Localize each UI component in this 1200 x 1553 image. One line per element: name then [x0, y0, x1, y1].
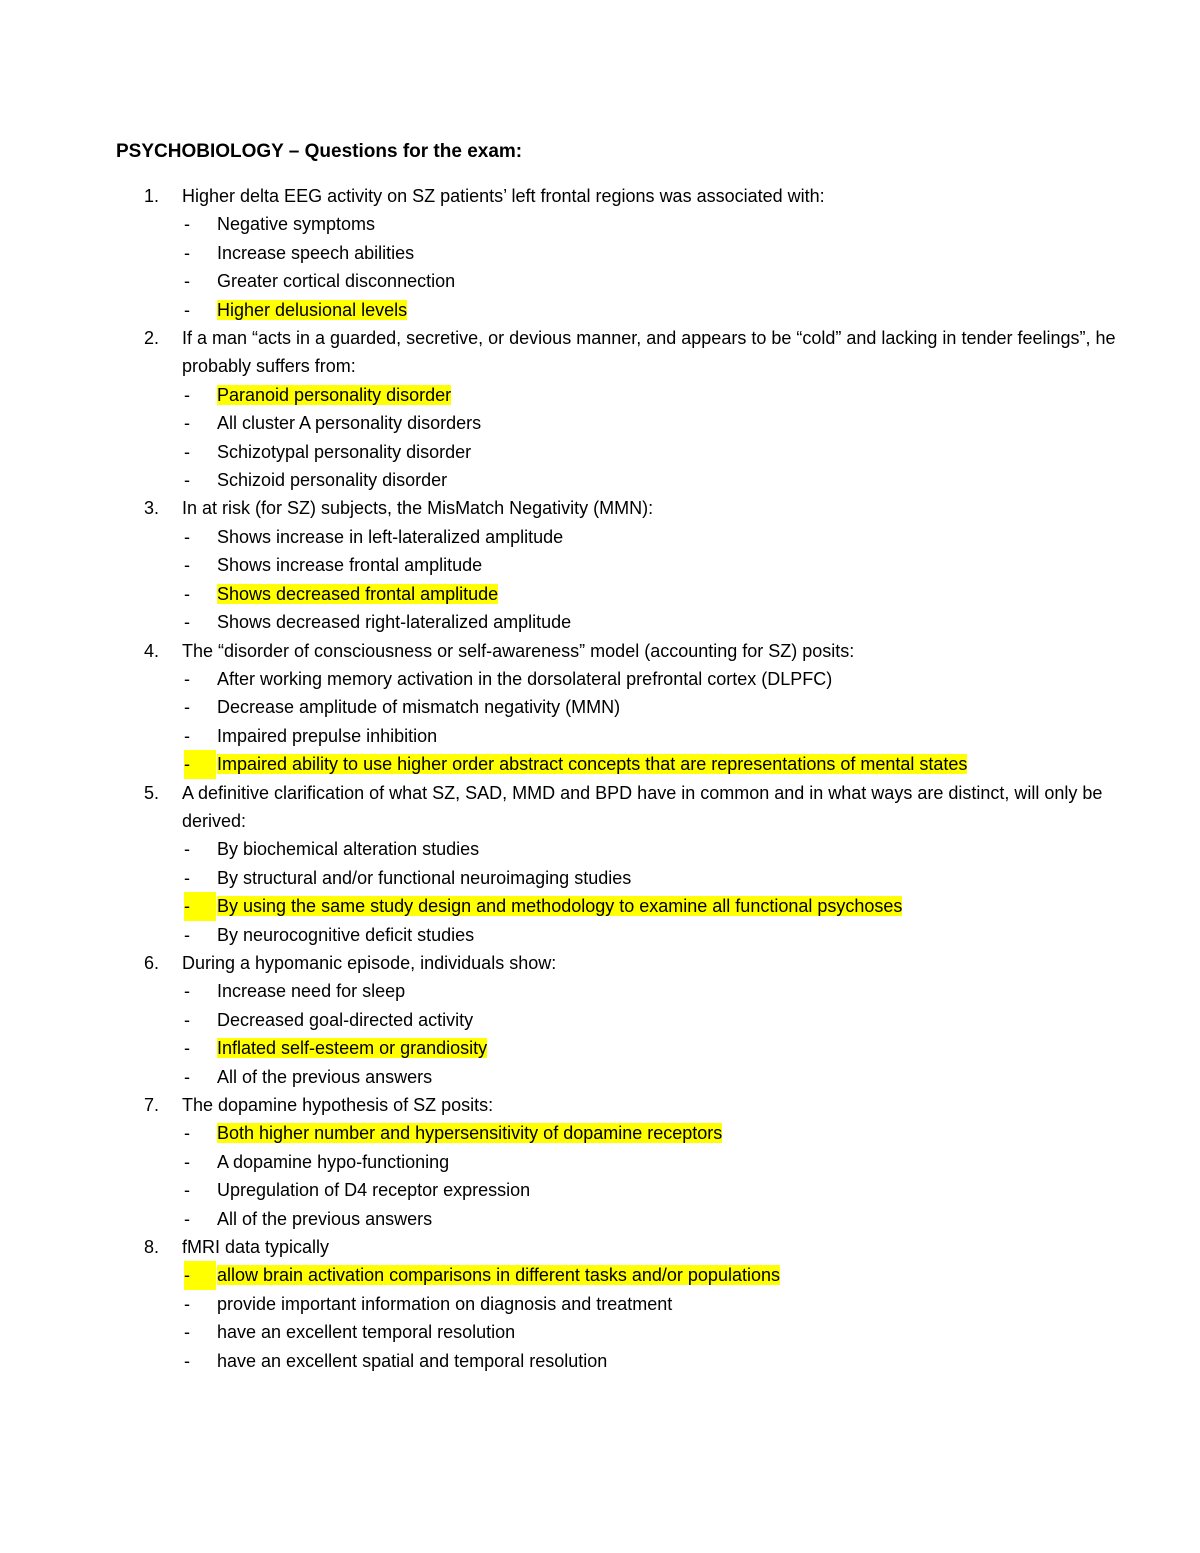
question-8: [116, 1233, 1116, 1261]
answer-option: [116, 409, 1116, 437]
answer-option: [116, 608, 1116, 636]
option-text: Shows increase in left-lateralized amplitude: [217, 526, 564, 547]
answer-option: [116, 1290, 1116, 1318]
answer-option: [116, 1261, 1116, 1289]
answer-option: [116, 1119, 1116, 1147]
option-text: All of the previous answers: [217, 1208, 433, 1229]
bullet-dash: -: [184, 1261, 216, 1289]
bullet-dash: -: [184, 271, 190, 292]
answer-option: [116, 551, 1116, 579]
option-text: Shows decreased right-lateralized amplitude: [217, 612, 572, 633]
option-text: Greater cortical disconnection: [217, 271, 456, 292]
question-text: If a man “acts in a guarded, secretive, or devious manner, and appears to be “cold” and lacking in tender feelings”, he probably suffers from:: [182, 328, 1116, 377]
bullet-dash: -: [184, 214, 190, 235]
document-page: [116, 138, 1116, 1375]
question-7: [116, 1091, 1116, 1119]
bullet-dash: -: [184, 981, 190, 1002]
answer-option: [116, 921, 1116, 949]
option-text: After working memory activation in the dorsolateral prefrontal cortex (DLPFC): [217, 668, 833, 689]
question-6: [116, 949, 1116, 977]
bullet-dash: -: [184, 413, 190, 434]
answer-option: [116, 1347, 1116, 1375]
answer-option: [116, 239, 1116, 267]
option-text: Decreased goal-directed activity: [217, 1009, 474, 1030]
answer-option: [116, 523, 1116, 551]
question-text: During a hypomanic episode, individuals show:: [182, 952, 557, 973]
highlighted-correct-answer: Impaired ability to use higher order abstract concepts that are representations of mental states: [217, 754, 968, 775]
option-text: All of the previous answers: [217, 1066, 433, 1087]
bullet-dash: -: [184, 1180, 190, 1201]
answer-option: [116, 864, 1116, 892]
question-list: [116, 182, 1116, 1375]
bullet-dash: -: [184, 384, 190, 405]
bullet-dash: -: [184, 1293, 190, 1314]
answer-option: [116, 693, 1116, 721]
highlighted-correct-answer: Inflated self-esteem or grandiosity: [217, 1038, 488, 1059]
answer-option: [116, 580, 1116, 608]
bullet-dash: -: [184, 555, 190, 576]
answer-option: [116, 750, 1116, 778]
option-text: By structural and/or functional neuroimaging studies: [217, 867, 632, 888]
option-text: By neurocognitive deficit studies: [217, 924, 475, 945]
question-number: 5.: [144, 782, 160, 803]
option-text: Decrease amplitude of mismatch negativity (MMN): [217, 697, 621, 718]
option-text: Negative symptoms: [217, 214, 376, 235]
answer-option: [116, 835, 1116, 863]
highlighted-correct-answer: Shows decreased frontal amplitude: [217, 583, 499, 604]
bullet-dash: -: [184, 612, 190, 633]
option-text: have an excellent temporal resolution: [217, 1322, 516, 1343]
option-text: provide important information on diagnosis and treatment: [217, 1293, 673, 1314]
question-5: [116, 779, 1116, 836]
highlighted-correct-answer: Higher delusional levels: [217, 299, 408, 320]
bullet-dash: -: [184, 668, 190, 689]
bullet-dash: -: [184, 1123, 190, 1144]
answer-option: [116, 438, 1116, 466]
bullet-dash: -: [184, 583, 190, 604]
answer-option: [116, 210, 1116, 238]
bullet-dash: -: [184, 299, 190, 320]
bullet-dash: -: [184, 526, 190, 547]
answer-option: [116, 1148, 1116, 1176]
bullet-dash: -: [184, 1009, 190, 1030]
bullet-dash: -: [184, 725, 190, 746]
question-text: The dopamine hypothesis of SZ posits:: [182, 1095, 494, 1115]
question-text: fMRI data typically: [182, 1237, 330, 1258]
option-text: Impaired prepulse inhibition: [217, 725, 438, 746]
bullet-dash: -: [184, 924, 190, 945]
question-text: In at risk (for SZ) subjects, the MisMatch Negativity (MMN):: [182, 498, 654, 519]
question-text: Higher delta EEG activity on SZ patients’ left frontal regions was associated with:: [182, 186, 825, 206]
document-title: PSYCHOBIOLOGY – Questions for the exam:: [116, 141, 523, 162]
answer-option: [116, 1034, 1116, 1062]
bullet-dash: -: [184, 867, 190, 888]
bullet-dash: -: [184, 1322, 190, 1343]
answer-option: [116, 1176, 1116, 1204]
option-text: By biochemical alteration studies: [217, 839, 480, 860]
question-number: 4.: [144, 640, 160, 661]
option-text: A dopamine hypo-functioning: [217, 1151, 450, 1172]
answer-option: [116, 892, 1116, 920]
option-text: Increase need for sleep: [217, 981, 406, 1002]
answer-option: [116, 267, 1116, 295]
question-1: [116, 182, 1116, 210]
option-text: have an excellent spatial and temporal resolution: [217, 1350, 608, 1371]
bullet-dash: -: [184, 1151, 190, 1172]
bullet-dash: -: [184, 1066, 190, 1087]
answer-option: [116, 1205, 1116, 1233]
option-text: Increase speech abilities: [217, 242, 415, 263]
question-4: [116, 637, 1116, 665]
answer-option: [116, 466, 1116, 494]
bullet-dash: -: [184, 1208, 190, 1229]
answer-option: [116, 1318, 1116, 1346]
option-text: Schizoid personality disorder: [217, 470, 448, 491]
bullet-dash: -: [184, 1038, 190, 1059]
option-text: All cluster A personality disorders: [217, 413, 482, 434]
answer-option: [116, 381, 1116, 409]
answer-option: [116, 296, 1116, 324]
highlighted-correct-answer: Paranoid personality disorder: [217, 384, 452, 405]
highlighted-correct-answer: allow brain activation comparisons in different tasks and/or populations: [217, 1265, 780, 1286]
bullet-dash: -: [184, 1350, 190, 1371]
highlighted-correct-answer: By using the same study design and methodology to examine all functional psychoses: [217, 896, 903, 917]
answer-option: [116, 977, 1116, 1005]
question-text: A definitive clarification of what SZ, SAD, MMD and BPD have in common and in what ways are distinct, will only be derived:: [182, 782, 1103, 831]
question-number: 1.: [144, 186, 160, 206]
question-text: The “disorder of consciousness or self-awareness” model (accounting for SZ) posits:: [182, 640, 855, 661]
question-number: 6.: [144, 952, 160, 973]
answer-option: [116, 665, 1116, 693]
bullet-dash: -: [184, 470, 190, 491]
question-3: [116, 494, 1116, 522]
bullet-dash: -: [184, 839, 190, 860]
bullet-dash: -: [184, 441, 190, 462]
bullet-dash: -: [184, 892, 216, 920]
option-text: Upregulation of D4 receptor expression: [217, 1180, 531, 1201]
question-number: 7.: [144, 1095, 160, 1115]
answer-option: [116, 1063, 1116, 1091]
question-number: 8.: [144, 1237, 160, 1258]
question-number: 2.: [144, 328, 160, 349]
bullet-dash: -: [184, 750, 216, 778]
option-text: Shows increase frontal amplitude: [217, 555, 483, 576]
bullet-dash: -: [184, 242, 190, 263]
bullet-dash: -: [184, 697, 190, 718]
option-text: Schizotypal personality disorder: [217, 441, 472, 462]
question-2: [116, 324, 1116, 381]
answer-option: [116, 1006, 1116, 1034]
answer-option: [116, 722, 1116, 750]
highlighted-correct-answer: Both higher number and hypersensitivity of dopamine receptors: [217, 1123, 723, 1144]
question-number: 3.: [144, 498, 160, 519]
